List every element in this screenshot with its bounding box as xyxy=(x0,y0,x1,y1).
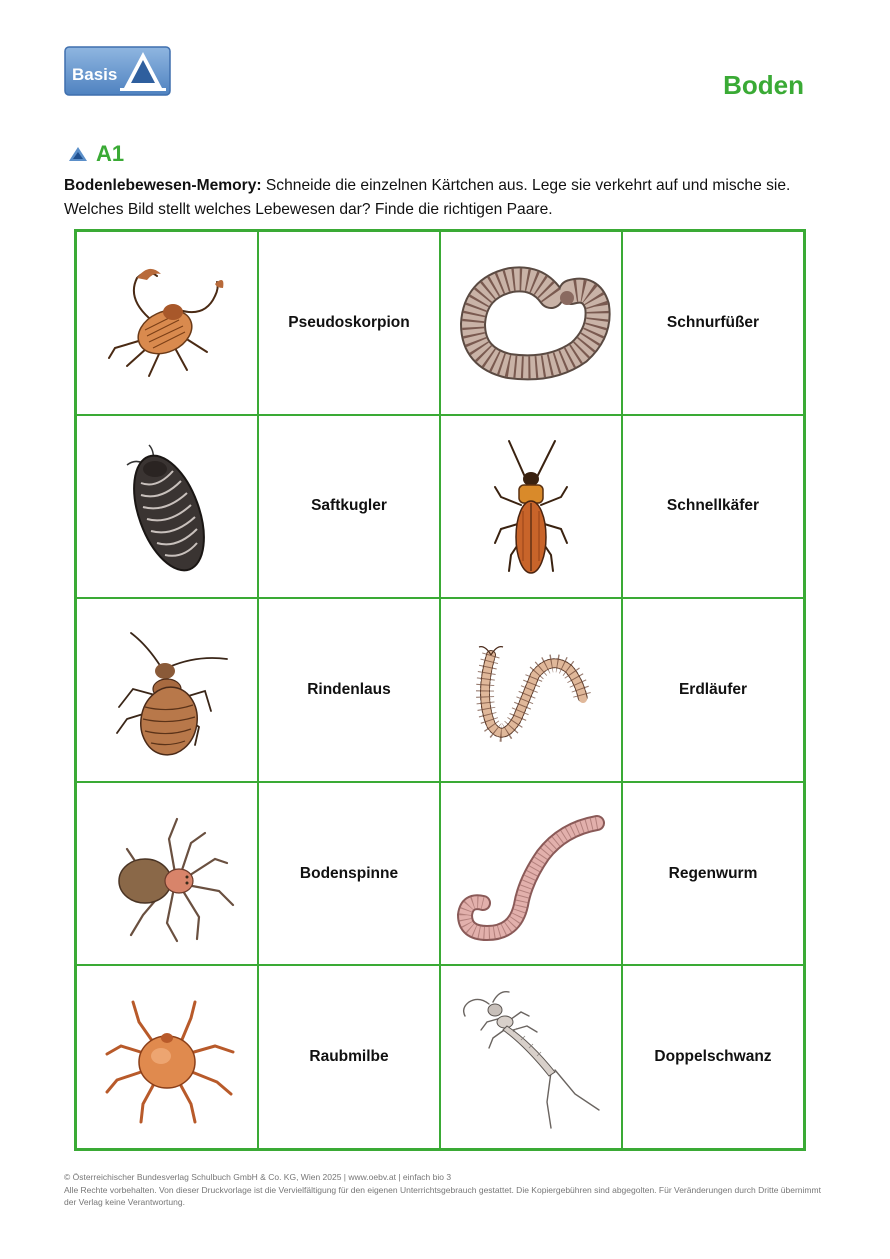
card-name-erdlaeufer xyxy=(622,598,804,782)
card-name-pseudoskorpion xyxy=(258,231,440,415)
footer-line-2: Alle Rechte vorbehalten. Von dieser Druckvorlage ist die Vervielfältigung für den eigenen Unterrichtsgebrauch gestattet. Die Kopiergebühren sind abgegolten. Für Veränderungen durch Dritte übernimmt der Verlag keine Verantwortung. xyxy=(64,1184,821,1207)
card-label: Doppelschwanz xyxy=(654,1048,772,1066)
task-heading xyxy=(68,141,124,167)
doppelschwanz-illustration xyxy=(451,982,611,1132)
task-number: A1 xyxy=(96,141,125,166)
card-image-schnellkaefer xyxy=(440,415,622,599)
bodenspinne-illustration xyxy=(87,799,247,949)
card-image-pseudoskorpion xyxy=(76,231,258,415)
card-label: Erdläufer xyxy=(678,680,748,698)
page-topic: Boden xyxy=(723,70,804,100)
card-image-bodenspinne xyxy=(76,782,258,966)
card-image-raubmilbe xyxy=(76,965,258,1149)
card-label: Bodenspinne xyxy=(299,864,399,882)
schnurfuesser-illustration xyxy=(451,248,611,398)
card-name-schnurfuesser xyxy=(622,231,804,415)
rindenlaus-illustration xyxy=(87,615,247,765)
level-triangle-icon xyxy=(68,146,88,162)
card-name-raubmilbe xyxy=(258,965,440,1149)
card-label: Pseudoskorpion xyxy=(288,313,410,331)
card-name-regenwurm xyxy=(622,782,804,966)
card-image-erdlaeufer xyxy=(440,598,622,782)
saftkugler-illustration xyxy=(87,431,247,581)
card-image-rindenlaus xyxy=(76,598,258,782)
card-name-saftkugler xyxy=(258,415,440,599)
regenwurm-illustration xyxy=(451,799,611,949)
erdlaeufer-illustration xyxy=(451,615,611,765)
card-label: Rindenlaus xyxy=(307,680,391,698)
card-label: Schnurfüßer xyxy=(666,313,760,331)
card-image-doppelschwanz xyxy=(440,965,622,1149)
card-label: Raubmilbe xyxy=(309,1048,389,1066)
card-image-regenwurm xyxy=(440,782,622,966)
card-label: Regenwurm xyxy=(668,864,758,882)
card-name-bodenspinne xyxy=(258,782,440,966)
card-label: Saftkugler xyxy=(311,497,387,515)
task-text: Schneide die einzelnen Kärtchen aus. Lege sie verkehrt auf und mische sie. Welches Bild stellt welches Lebewesen dar? Finde die richtigen Paare. xyxy=(64,177,791,218)
task-instructions xyxy=(64,174,834,222)
card-label: Schnellkäfer xyxy=(666,497,760,515)
schnellkaefer-illustration xyxy=(451,431,611,581)
task-title: Bodenlebewesen-Memory: xyxy=(64,177,262,194)
pseudoskorpion-illustration xyxy=(87,248,247,398)
logo-text: Basis xyxy=(72,65,118,84)
card-image-saftkugler xyxy=(76,415,258,599)
memory-card-grid xyxy=(74,229,806,1151)
basis-logo xyxy=(64,46,171,96)
card-name-rindenlaus xyxy=(258,598,440,782)
card-name-doppelschwanz xyxy=(622,965,804,1149)
copyright-footer xyxy=(64,1171,824,1209)
footer-line-1: © Österreichischer Bundesverlag Schulbuch GmbH & Co. KG, Wien 2025 | www.oebv.at | einfach bio 3 xyxy=(64,1172,452,1182)
card-name-schnellkaefer xyxy=(622,415,804,599)
card-image-schnurfuesser xyxy=(440,231,622,415)
raubmilbe-illustration xyxy=(87,982,247,1132)
